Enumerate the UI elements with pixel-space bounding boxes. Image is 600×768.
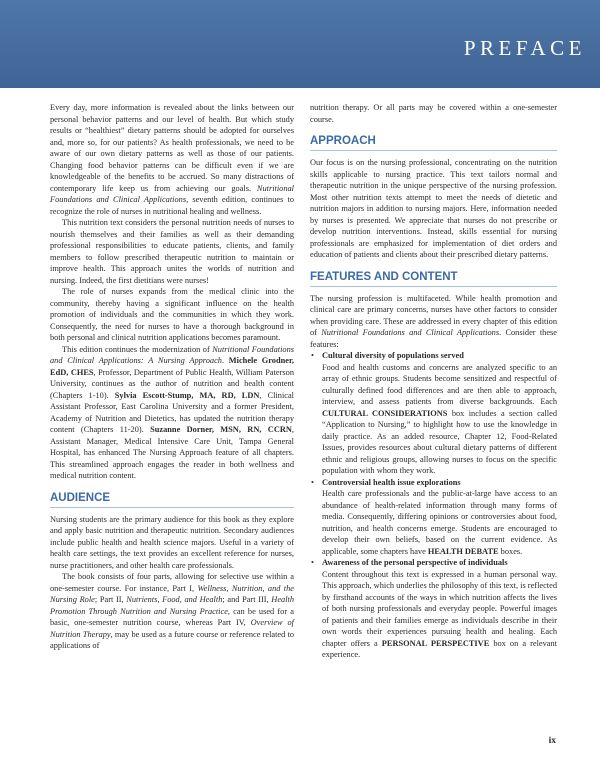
feature-body: Health care professionals and the public-at-large have access to an abundance of health-related information through many forms of media. Consequently, differing opinions or controversies about food, nutrition, and health concerns emerge. Students are encouraged to develop their own beliefs, based on the current evidence. As applicable, some chapters have HEALTH DEBATE boxes. xyxy=(322,489,557,556)
right-column xyxy=(310,102,557,661)
feature-item-personal xyxy=(310,557,557,661)
audience-paragraph-2: The book consists of four parts, allowing for selective use within a one-semester course. For instance, Part I, Wellness, Nutrition, and the Nursing Role; Part II, Nutrients, Food, and Health; and Part III, Health Promotion Through Nutrition and Nursing Practice, can be used for a basic, one-semester nutrition course, whereas Part IV, Overview of Nutrition Therapy, may be used as a future course or reference related to applications of xyxy=(50,572,295,650)
feature-title: • Cultural diversity of populations served xyxy=(322,351,464,360)
audience-heading: AUDIENCE xyxy=(50,492,294,508)
intro-paragraph-3: The role of nurses expands from the medical clinic into the community, thereby having a significant influence on the health promotion of individuals and the communities in which they work. Consequently, the need for nurses to have a thorough background in both personal and clinical nutrition applications becomes paramount. xyxy=(50,287,294,342)
feature-title: • Awareness of the personal perspective of individuals xyxy=(322,558,508,567)
page-title: PREFACE xyxy=(463,36,586,60)
audience-paragraph-1: Nursing students are the primary audience for this book as they explore and apply basic nutrition and therapeutic nutrition. Secondary audiences include public health and health science majors. Useful in a variety of health care settings, the text provides an excellent reference for nurses, nurse practitioners, and other health care professionals. xyxy=(50,514,294,570)
feature-body: Content throughout this text is expressed in a human personal way. This approach, which underlies the philosophy of this text, is reflected by firsthand accounts of the ways in which nutrition affects the lives of both nursing professionals and everyday people. Powerful images of patients and their families emerge as individuals describe in their own words their experiences pursuing health and healing. Each chapter offers a PERSONAL PERSPECTIVE box on a relevant experience. xyxy=(322,569,557,659)
feature-item-cultural xyxy=(310,350,557,477)
features-list xyxy=(310,350,557,661)
feature-title: • Controversial health issue explorations xyxy=(322,477,461,487)
continuation-paragraph: nutrition therapy. Or all parts may be covered within a one-semester course. xyxy=(310,103,557,124)
left-column xyxy=(50,102,294,652)
approach-paragraph: Our focus is on the nursing professional, concentrating on the nutrition skills applicable to nursing practice. This text tailors normal and therapeutic nutrition in the unique perspective of the nursing profession. Most other nutrition texts attempt to meet the needs of dietetic and nutrition majors in addition to nursing majors. Here, information needed by nurses is presented. We appreciate that nurses do not prescribe or develop nutrition interventions. Instead, skills essential for nursing professionals are emphasized for implementation of diet orders and education of patients and clients about their prescribed dietary patterns. xyxy=(310,158,557,259)
features-intro: The nursing profession is multifaceted. While health promotion and clinical care are primary concerns, nurses have other factors to consider when providing care. These are addressed in every chapter of this edition of Nutritional Foundations and Clinical Applications. Consider these features: xyxy=(310,293,558,349)
feature-body: Food and health customs and concerns are analyzed specific to an array of ethnic groups. Students become sensitized and respectful of culturally defined food differences and are then able to approach, interview, and assess patients from diverse backgrounds. Each CULTURAL CONSIDERATIONS box includes a section called “Application to Nursing,” to highlight how to use the knowledge in daily practice. As an added resource, Chapter 12, Food-Related Issues, provides resources about cultural dietary patterns of different ethnic and religious groups, allowing nurses to focus on the specific population with whom they work. xyxy=(322,362,557,475)
page-number: ix xyxy=(548,736,556,746)
intro-paragraph-4: This edition continues the modernization of Nutritional Foundations and Clinical Applications: A Nursing Approach. Michele Grodner, EdD, CHES, Professor, Department of Public Health, William Paterson University, continues as the author of nutrition and health content (Chapters 1-10). Sylvia Escott-Stump, MA, RD, LDN, Clinical Assistant Professor, East Carolina University and a former President, Academy of Nutrition and Dietetics, has updated the nutrition therapy content (Chapters 11-20). Suzanne Dorner, MSN, RN, CCRN, Assistant Manager, Medical Intensive Care Unit, Tampa General Hospital, has enhanced The Nursing Approach feature of all chapters. This streamlined approach engages the reader in both wellness and medical nutrition content. xyxy=(50,344,294,480)
header-banner xyxy=(0,0,600,88)
intro-paragraph-1: Every day, more information is revealed about the links between our personal behavior patterns and our level of health. But which study results or “healthiest” dietary patterns should be adopted for ourselves and, more so, for our patients? As health professionals, we need to be aware of our own dietary patterns as well as those of our patients. Changing food behavior patterns can be difficult even if we are knowledgeable of the benefits to be accrued. So many distractions of contemporary life keep us from achieving our goals. Nutritional Foundations and Clinical Applications, seventh edition, continues to recognize the role of nurses in nutritional healing and wellness. xyxy=(50,103,294,216)
features-heading: FEATURES AND CONTENT xyxy=(310,271,557,287)
approach-heading: APPROACH xyxy=(310,135,557,151)
intro-paragraph-2: This nutrition text considers the personal nutrition needs of nurses to nourish themselves and their families as well as their demanding professional responsibilities to educate patients, clients, and family members to follow prescribed therapeutic nutrition to maintain or improve health. This approach unites the worlds of nutrition and nursing. Indeed, the first dietitians were nurses! xyxy=(50,218,294,285)
feature-item-controversial xyxy=(310,477,557,558)
